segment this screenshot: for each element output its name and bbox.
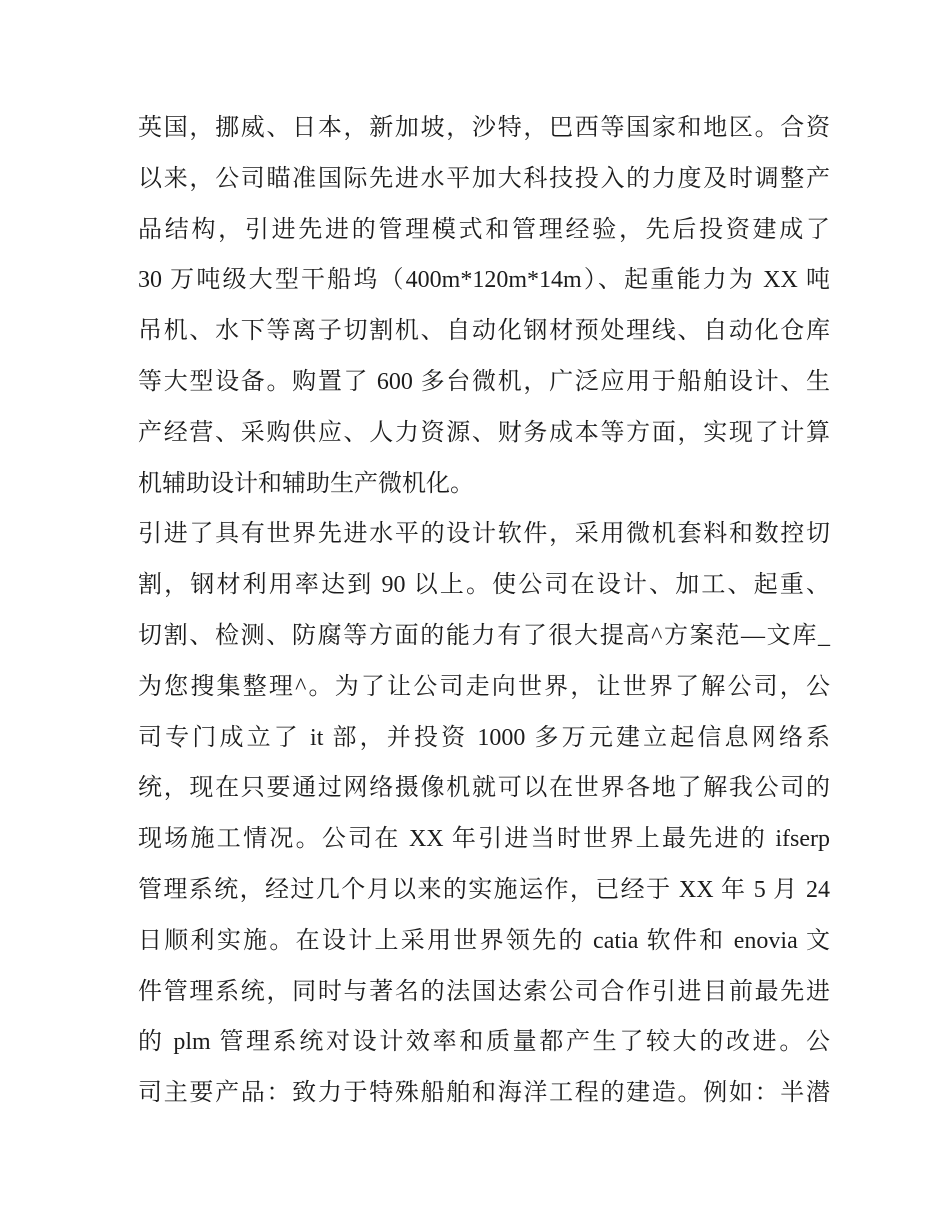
text-line: 管理系统，经过几个月以来的实施运作，已经于 XX 年 5 月 24 xyxy=(138,876,830,903)
text-line: 日顺利实施。在设计上采用世界领先的 catia 软件和 enovia 文 xyxy=(138,927,830,954)
text-line: 机辅助设计和辅助生产微机化。 xyxy=(138,470,474,497)
text-line: 统，现在只要通过网络摄像机就可以在世界各地了解我公司的 xyxy=(138,775,830,802)
text-line: 为您搜集整理^。为了让公司走向世界，让世界了解公司，公 xyxy=(138,673,830,700)
text-line: 30 万吨级大型干船坞（400m*120m*14m）、起重能力为 XX 吨 xyxy=(138,267,830,294)
text-line: 吊机、水下等离子切割机、自动化钢材预处理线、自动化仓库 xyxy=(138,318,830,345)
text-line: 的 plm 管理系统对设计效率和质量都产生了较大的改进。公 xyxy=(138,1029,830,1056)
text-line: 英国，挪威、日本，新加坡，沙特，巴西等国家和地区。合资 xyxy=(138,115,830,141)
text-line: 司专门成立了 it 部，并投资 1000 多万元建立起信息网络系 xyxy=(138,724,830,751)
text-line: 司主要产品：致力于特殊船舶和海洋工程的建造。例如：半潜 xyxy=(138,1080,830,1107)
text-line: 切割、检测、防腐等方面的能力有了很大提高^方案范—文库_ xyxy=(138,622,830,649)
text-line: 品结构，引进先进的管理模式和管理经验，先后投资建成了 xyxy=(138,216,830,243)
text-line: 以来，公司瞄准国际先进水平加大科技投入的力度及时调整产 xyxy=(138,165,830,192)
text-line: 产经营、采购供应、人力资源、财务成本等方面，实现了计算 xyxy=(138,419,830,446)
text-line: 件管理系统，同时与著名的法国达索公司合作引进目前最先进 xyxy=(138,978,830,1005)
text-line: 现场施工情况。公司在 XX 年引进当时世界上最先进的 ifserp xyxy=(138,826,830,853)
text-line: 等大型设备。购置了 600 多台微机，广泛应用于船舶设计、生 xyxy=(138,368,830,395)
text-line: 引进了具有世界先进水平的设计软件，采用微机套料和数控切 xyxy=(138,521,830,548)
document-text-block xyxy=(138,103,830,1119)
text-line: 割，钢材利用率达到 90 以上。使公司在设计、加工、起重、 xyxy=(138,572,830,599)
